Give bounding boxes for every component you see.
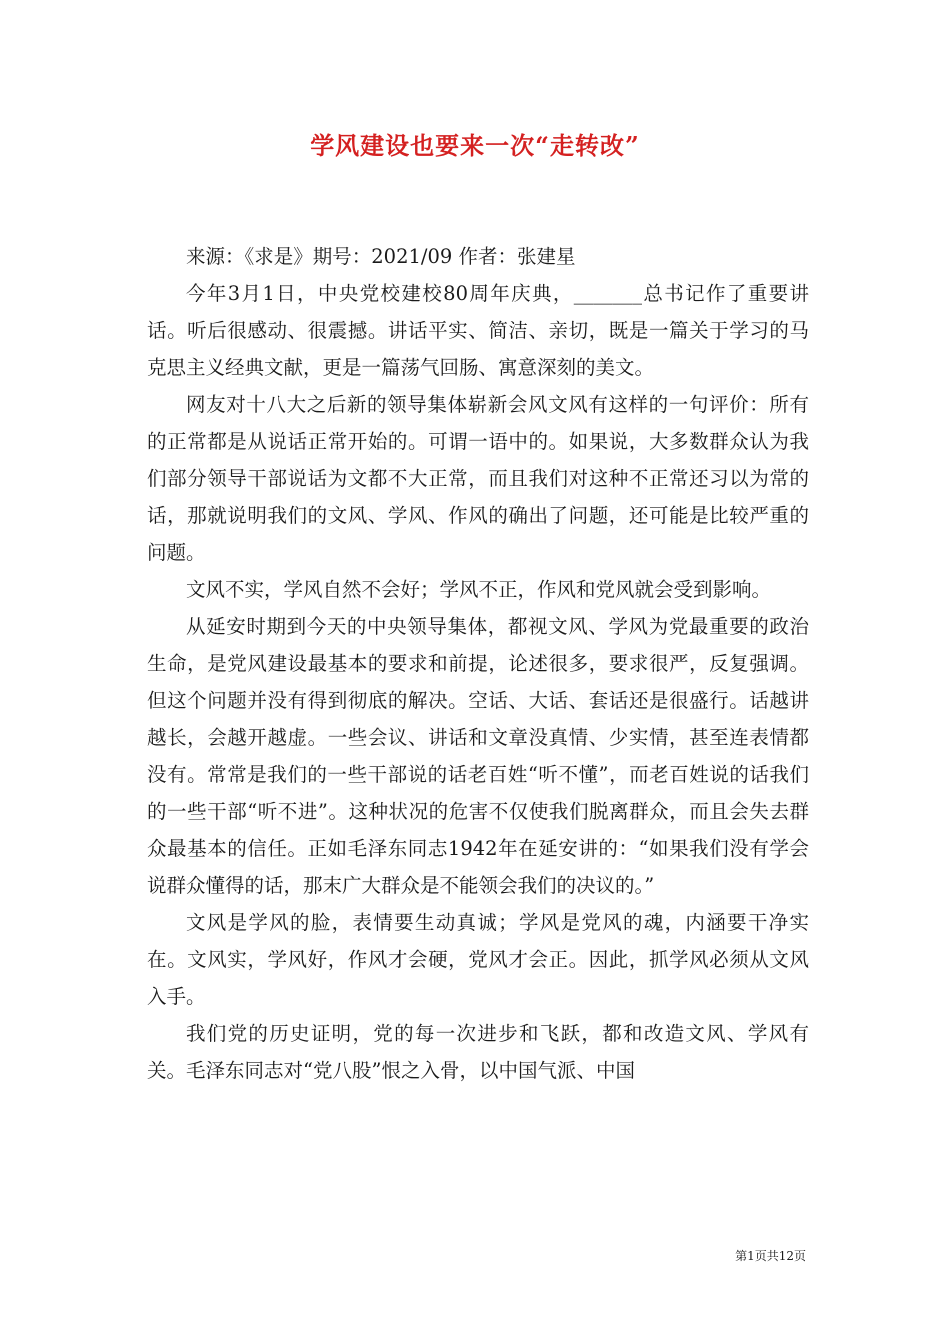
document-body: [147, 238, 809, 1089]
paragraph-2: 网友对十八大之后新的领导集体崭新会风文风有这样的一句评价：所有的正常都是从说话正常开始的。可谓一语中的。如果说，大多数群众认为我们部分领导干部说话为文都不大正常，而且我们对这种不正常还习以为常的话，那就说明我们的文风、学风、作风的确出了问题，还可能是比较严重的问题。: [147, 393, 809, 564]
paragraph-3: 文风不实，学风自然不会好；学风不正，作风和党风就会受到影响。: [186, 578, 772, 601]
paragraph-5: 文风是学风的脸，表情要生动真诚；学风是党风的魂，内涵要干净实在。文风实，学风好，作风才会硬，党风才会正。因此，抓学风必须从文风入手。: [147, 911, 809, 1008]
paragraph-6: 我们党的历史证明，党的每一次进步和飞跃，都和改造文风、学风有关。毛泽东同志对“党八股”恨之入骨，以中国气派、中国: [147, 1022, 809, 1082]
page-footer: 第1页共12页: [735, 1249, 806, 1263]
paragraph-4: 从延安时期到今天的中央领导集体，都视文风、学风为党最重要的政治生命，是党风建设最基本的要求和前提，论述很多，要求很严，反复强调。但这个问题并没有得到彻底的解决。空话、大话、套话还是很盛行。话越讲越长，会越开越虚。一些会议、讲话和文章没真情、少实情，甚至连表情都没有。常常是我们的一些干部说的话老百姓“听不懂”，而老百姓说的话我们的一些干部“听不进”。这种状况的危害不仅使我们脱离群众，而且会失去群众最基本的信任。正如毛泽东同志1942年在延安讲的：“如果我们没有学会说群众懂得的话，那末广大群众是不能领会我们的决议的。”: [147, 615, 809, 897]
paragraph-1: 今年3月1日，中央党校建校80周年庆典，_______总书记作了重要讲话。听后很感动、很震撼。讲话平实、简洁、亲切，既是一篇关于学习的马克思主义经典文献，更是一篇荡气回肠、寓意深刻的美文。: [147, 282, 809, 379]
source-line: 来源：《求是》期号：2021/09 作者：张建星: [186, 245, 576, 268]
document-title: 学风建设也要来一次“走转改”: [310, 131, 640, 160]
